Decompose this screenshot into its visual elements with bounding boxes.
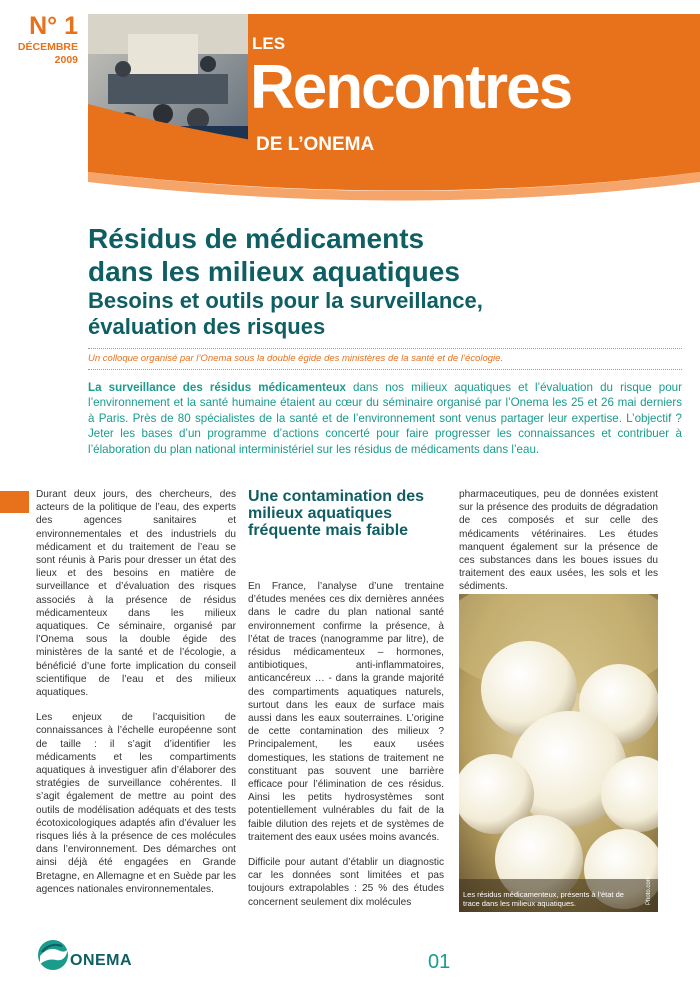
divider bbox=[88, 348, 682, 349]
column-1 bbox=[36, 488, 236, 908]
paragraph: En France, l’analyse d’une trentaine d’études menées ces dix dernières années dans le cadre du plan national santé environnement confirme la présence, à l’état de traces (nanogramme par litre), de résidus médicamenteux – hormones, antibiotiques, anti-inflammatoires, anticancéreux … - dans la grande majorité des compartiments aquatiques naturels, surtout dans les eaux de surface mais aussi dans les eaux souterraines. L’origine de cette contamination des milieux ? Principalement, les eaux usées domestiques, les stations de traitement ne constituant pas souvent une barrière efficace pour l’élimination de ces résidus. Ainsi les petits hydrosystèmes sont potentiellement vulnérables du fait de la faible dilution des rejets et de systèmes de traitement des eaux usées moins avancés. bbox=[248, 581, 444, 843]
article-title bbox=[88, 222, 678, 288]
onema-logo-icon bbox=[36, 938, 70, 972]
lead-text: dans nos milieux aquatiques et l’évaluation du risque pour l’environnement et la santé humaine étaient au cœur du séminaire organisé par l’Onema les 25 et 26 mai derniers à Paris. Près de 80 spécialistes de la santé et de l’environnement sont venus partager leur expertise. L’objectif ? Jeter les bases d’un programme d’actions concerté pour faire progresser les connaissances et contribuer à l’élaboration du plan national interministériel sur les résidus de médicaments dans l’eau. bbox=[88, 381, 682, 456]
pills-photo bbox=[459, 594, 658, 912]
paragraph: pharmaceutiques, peu de données existent sur la présence des produits de dégradation de ces composés et sur celle des médicaments vétérinaires. Les études manquent également sur la présence de ces substances dans les boues issues du traitement des eaux usées, les sols et les sédiments. bbox=[459, 489, 658, 593]
article-subtitle-line-2: évaluation des risques bbox=[88, 314, 326, 339]
brand-title: Rencontres bbox=[250, 53, 572, 122]
column-2 bbox=[248, 580, 444, 921]
column-3 bbox=[459, 488, 658, 606]
onema-logo-text: ONEMA bbox=[70, 952, 133, 969]
issue-year: 2009 bbox=[54, 54, 78, 66]
brand-subtitle: DE L’ONEMA bbox=[256, 134, 375, 155]
lead-bold: La surveillance des résidus médicamenteux bbox=[88, 381, 346, 394]
brand-prefix: LES bbox=[252, 34, 286, 53]
section-marker bbox=[0, 491, 29, 513]
article-subtitle bbox=[88, 288, 678, 340]
issue-number: N° 1 bbox=[29, 12, 78, 40]
page-number: 01 bbox=[428, 951, 451, 973]
paragraph: Difficile pour autant d’établir un diagnostic car les données sont limitées et pas toujours extrapolables : 25 % des études concernent seulement dix molécules bbox=[248, 857, 444, 908]
section-heading: Une contamination des milieux aquatiques fréquente mais faible bbox=[248, 488, 425, 539]
photo-credit: Photo.com bbox=[646, 876, 652, 905]
lead-paragraph bbox=[88, 380, 682, 457]
photo-caption: Les résidus médicamenteux, présents à l’état de trace dans les milieux aquatiques. bbox=[463, 890, 624, 908]
article-subtitle-line-1: Besoins et outils pour la surveillance, bbox=[88, 288, 483, 313]
divider bbox=[88, 369, 682, 370]
issue-month: DÉCEMBRE bbox=[17, 41, 78, 53]
article-title-line-2: dans les milieux aquatiques bbox=[88, 256, 460, 287]
paragraph: Durant deux jours, des chercheurs, des acteurs de la politique de l’eau, des experts des agences sanitaires et environnementales et des industriels du médicament et du traitement de l’eau se sont réunis à Paris pour dresser un état des lieux et des besoins en matière de surveillance et d’évaluation des risques associés à la présence de résidus médicamenteux dans les milieux aquatiques. Ce séminaire, organisé par l’Onema sous la double égide des ministères de la santé et de l’écologie, a bénéficié d’une forte implication du conseil scientifique de l’eau et des milieux aquatiques. bbox=[36, 489, 236, 699]
article-title-line-1: Résidus de médicaments bbox=[88, 223, 425, 254]
paragraph: Les enjeux de l’acquisition de connaissances à l’échelle européenne sont de taille : il s’agit d’identifier les médicaments et les compartiments aquatiques à investiguer afin d’élaborer des stratégies de surveillance cohérentes. Il s’agit également de mettre au point des outils de modélisation adéquats et des tests écotoxicologiques adaptés afin d’évaluer les risques liés à la présence de ces molécules dans l’environnement. Des démarches ont ainsi déjà été engagées en Grande Bretagne, en Allemagne et en Suède par les agences nationales environnementales. bbox=[36, 712, 236, 895]
intro-note: Un colloque organisé par l’Onema sous la double égide des ministères de la santé et de l’écologie. bbox=[88, 353, 504, 364]
